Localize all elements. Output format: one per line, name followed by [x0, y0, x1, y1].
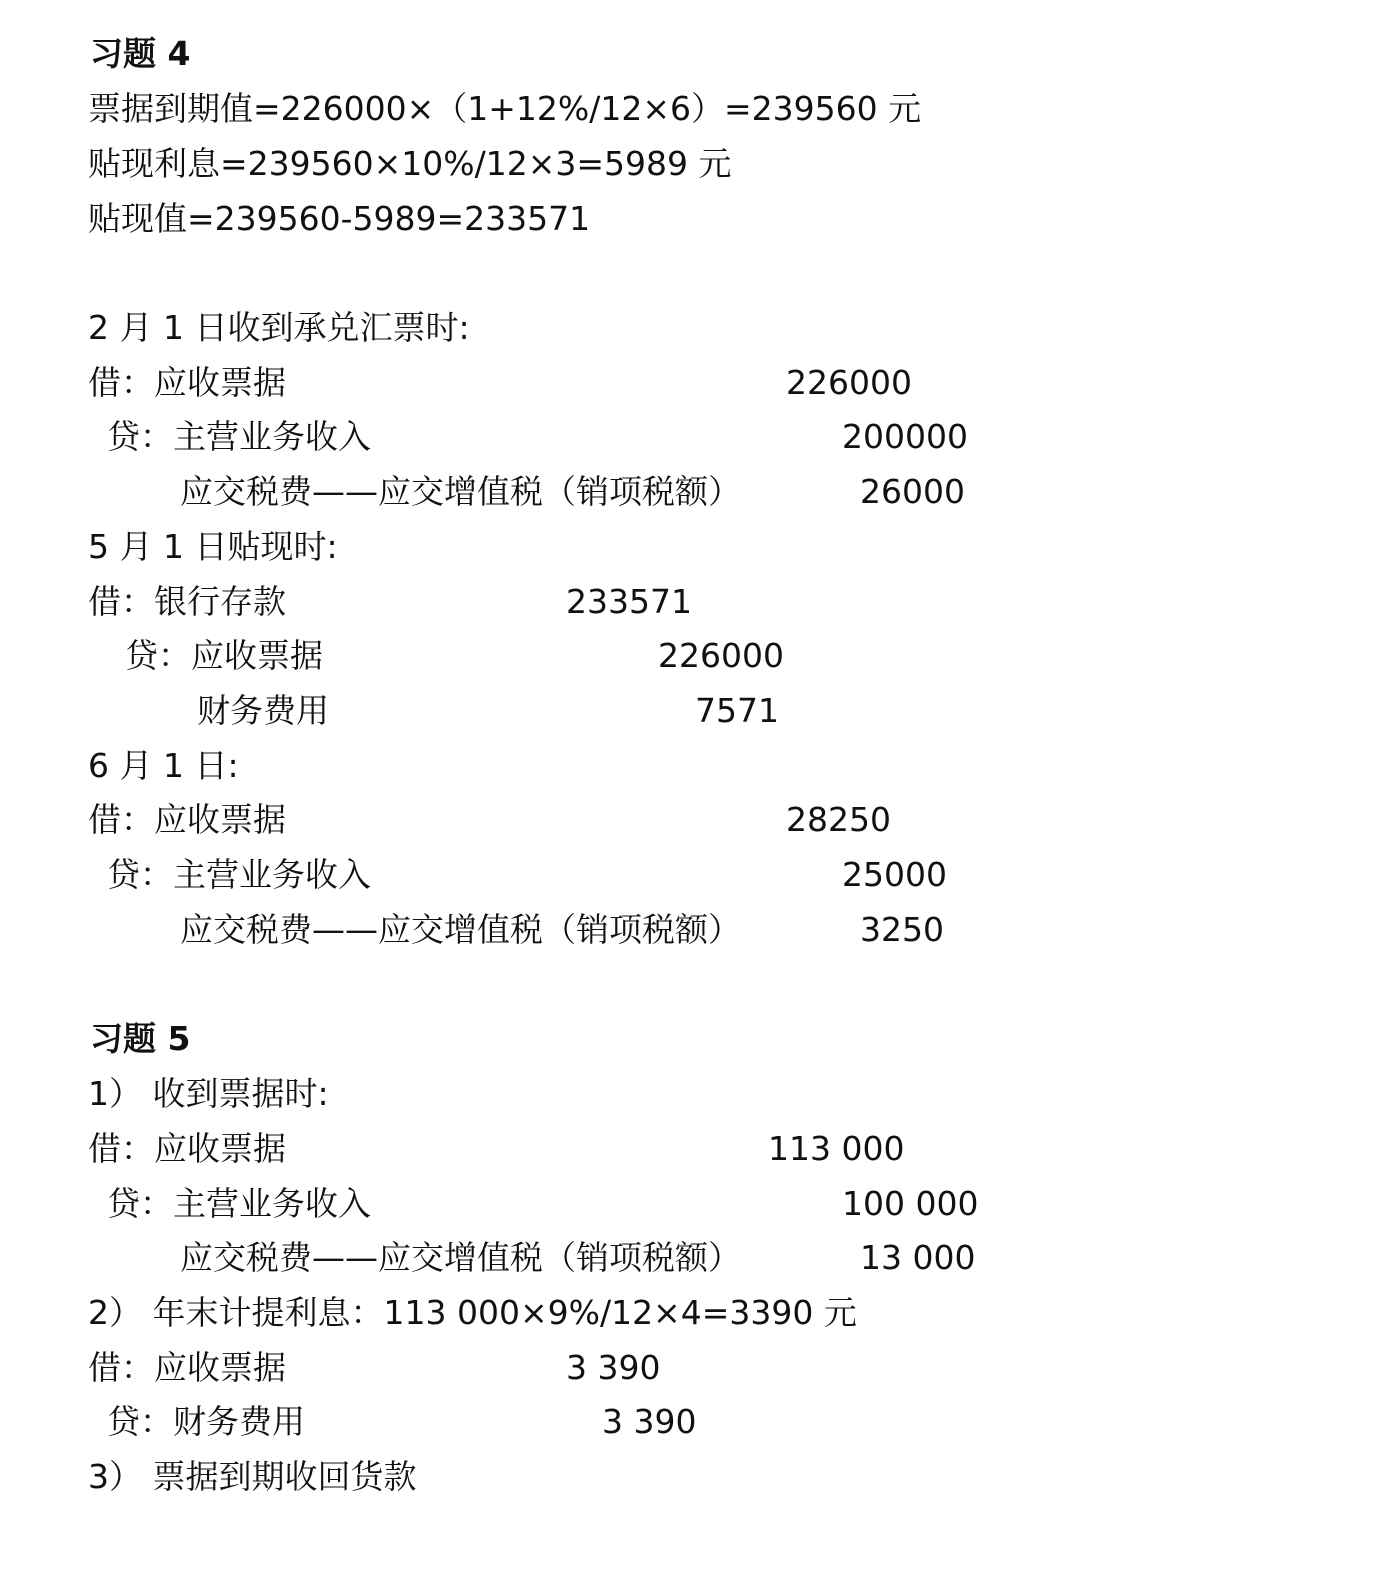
step1-heading: 1） 收到票据时: — [88, 1074, 329, 1113]
entry3-credit2-label: 应交税费——应交增值税（销项税额） — [180, 910, 741, 949]
entry3-heading: 6 月 1 日: — [88, 746, 239, 785]
exercise-4-title: 习题 4 — [90, 34, 191, 73]
step2-heading: 2） 年末计提利息：113 000×9%/12×4=3390 元 — [88, 1293, 857, 1332]
entry1-credit-amount: 200000 — [842, 417, 968, 456]
entry1-credit2-amount: 26000 — [860, 472, 965, 511]
entry3-credit-label: 贷：主营业务收入 — [107, 855, 371, 894]
entry3-debit-amount: 28250 — [786, 800, 891, 839]
step2-debit-label: 借：应收票据 — [88, 1348, 286, 1387]
entry2-debit-label: 借：银行存款 — [88, 582, 286, 621]
entry1-credit2-label: 应交税费——应交增值税（销项税额） — [180, 472, 741, 511]
discount-value-calculation: 贴现值=239560-5989=233571 — [88, 199, 591, 238]
step1-debit-amount: 113 000 — [768, 1129, 905, 1168]
step2-credit-label: 贷：财务费用 — [107, 1402, 305, 1441]
maturity-value-calculation: 票据到期值=226000×（1+12%/12×6）=239560 元 — [88, 89, 922, 128]
step2-credit-amount: 3 390 — [602, 1402, 697, 1441]
step1-credit-amount: 100 000 — [842, 1184, 979, 1223]
entry2-heading: 5 月 1 日贴现时: — [88, 527, 338, 566]
entry2-credit2-label: 财务费用 — [197, 691, 329, 730]
discount-interest-calculation: 贴现利息=239560×10%/12×3=5989 元 — [88, 144, 732, 183]
step3-heading: 3） 票据到期收回货款 — [88, 1457, 417, 1496]
entry1-debit-label: 借：应收票据 — [88, 363, 286, 402]
entry1-debit-amount: 226000 — [786, 363, 912, 402]
entry1-credit-label: 贷：主营业务收入 — [107, 417, 371, 456]
entry3-debit-label: 借：应收票据 — [88, 800, 286, 839]
entry3-credit2-amount: 3250 — [860, 910, 944, 949]
entry2-debit-amount: 233571 — [566, 582, 692, 621]
entry2-credit-amount: 226000 — [658, 636, 784, 675]
step1-credit2-amount: 13 000 — [860, 1238, 976, 1277]
entry2-credit-label: 贷：应收票据 — [125, 636, 323, 675]
entry3-credit-amount: 25000 — [842, 855, 947, 894]
exercise-5-title: 习题 5 — [90, 1019, 191, 1058]
step2-debit-amount: 3 390 — [566, 1348, 661, 1387]
entry2-credit2-amount: 7571 — [695, 691, 779, 730]
entry1-heading: 2 月 1 日收到承兑汇票时: — [88, 308, 470, 347]
step1-credit2-label: 应交税费——应交增值税（销项税额） — [180, 1238, 741, 1277]
step1-credit-label: 贷：主营业务收入 — [107, 1184, 371, 1223]
step1-debit-label: 借：应收票据 — [88, 1129, 286, 1168]
